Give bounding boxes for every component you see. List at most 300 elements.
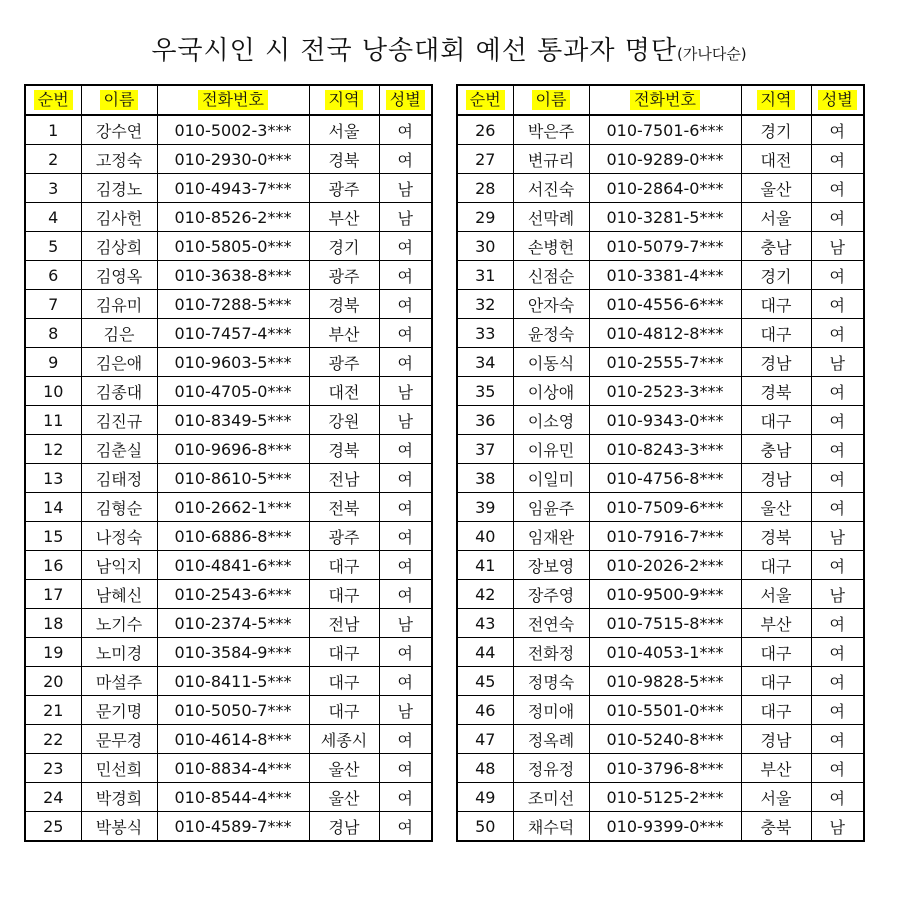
cell-name: 이일미 [513, 464, 589, 493]
cell-gender: 남 [379, 406, 432, 435]
title-sub: (가나다순) [677, 45, 747, 63]
cell-gender: 남 [379, 203, 432, 232]
table-row [457, 551, 864, 580]
header-phone: 전화번호 [157, 85, 309, 115]
header-gender: 성별 [811, 85, 864, 115]
cell-name: 김은 [81, 319, 157, 348]
cell-name: 고정숙 [81, 145, 157, 174]
cell-phone: 010-2523-3*** [589, 377, 741, 406]
cell-phone: 010-8544-4*** [157, 783, 309, 812]
cell-phone: 010-9603-5*** [157, 348, 309, 377]
cell-gender: 여 [811, 406, 864, 435]
cell-phone: 010-8243-3*** [589, 435, 741, 464]
cell-gender: 여 [811, 667, 864, 696]
cell-gender: 남 [379, 609, 432, 638]
cell-name: 남익지 [81, 551, 157, 580]
table-row [25, 754, 432, 783]
table-row [457, 115, 864, 145]
cell-name: 서진숙 [513, 174, 589, 203]
table-row [457, 348, 864, 377]
table-row [25, 319, 432, 348]
table-row [457, 580, 864, 609]
cell-region: 대구 [309, 667, 379, 696]
cell-name: 선막례 [513, 203, 589, 232]
cell-name: 남혜신 [81, 580, 157, 609]
cell-gender: 남 [811, 232, 864, 261]
cell-phone: 010-7288-5*** [157, 290, 309, 319]
cell-phone: 010-7515-8*** [589, 609, 741, 638]
cell-phone: 010-2864-0*** [589, 174, 741, 203]
cell-name: 김태정 [81, 464, 157, 493]
cell-number: 22 [25, 725, 81, 754]
cell-name: 신점순 [513, 261, 589, 290]
table-row [457, 145, 864, 174]
cell-phone: 010-5240-8*** [589, 725, 741, 754]
cell-number: 38 [457, 464, 513, 493]
cell-gender: 여 [379, 348, 432, 377]
cell-gender: 남 [811, 812, 864, 842]
cell-name: 김영옥 [81, 261, 157, 290]
cell-number: 32 [457, 290, 513, 319]
cell-name: 김종대 [81, 377, 157, 406]
cell-number: 44 [457, 638, 513, 667]
cell-gender: 여 [379, 580, 432, 609]
cell-number: 14 [25, 493, 81, 522]
cell-name: 임재완 [513, 522, 589, 551]
cell-name: 김춘실 [81, 435, 157, 464]
cell-region: 경북 [309, 290, 379, 319]
cell-region: 울산 [741, 174, 811, 203]
cell-phone: 010-4841-6*** [157, 551, 309, 580]
cell-gender: 남 [379, 377, 432, 406]
cell-name: 변규리 [513, 145, 589, 174]
table-row [25, 261, 432, 290]
cell-name: 안자숙 [513, 290, 589, 319]
cell-number: 13 [25, 464, 81, 493]
cell-gender: 여 [379, 783, 432, 812]
roster-table-right [456, 84, 865, 842]
cell-name: 김경노 [81, 174, 157, 203]
cell-gender: 여 [811, 377, 864, 406]
header-region: 지역 [309, 85, 379, 115]
cell-number: 1 [25, 115, 81, 145]
cell-gender: 여 [811, 464, 864, 493]
table-row [457, 638, 864, 667]
cell-gender: 여 [811, 203, 864, 232]
cell-name: 임윤주 [513, 493, 589, 522]
table-row [457, 319, 864, 348]
cell-number: 2 [25, 145, 81, 174]
table-row [457, 435, 864, 464]
cell-number: 12 [25, 435, 81, 464]
cell-number: 4 [25, 203, 81, 232]
cell-name: 김상희 [81, 232, 157, 261]
cell-name: 장보영 [513, 551, 589, 580]
table-row [25, 812, 432, 842]
cell-phone: 010-8526-2*** [157, 203, 309, 232]
cell-gender: 여 [379, 115, 432, 145]
cell-gender: 여 [811, 638, 864, 667]
cell-name: 민선희 [81, 754, 157, 783]
cell-region: 울산 [309, 754, 379, 783]
cell-region: 경북 [741, 377, 811, 406]
cell-gender: 여 [811, 261, 864, 290]
cell-number: 35 [457, 377, 513, 406]
table-row [25, 493, 432, 522]
cell-name: 김은애 [81, 348, 157, 377]
cell-phone: 010-5125-2*** [589, 783, 741, 812]
cell-region: 경남 [309, 812, 379, 842]
cell-name: 나정숙 [81, 522, 157, 551]
cell-number: 25 [25, 812, 81, 842]
cell-gender: 여 [379, 464, 432, 493]
cell-region: 광주 [309, 174, 379, 203]
table-row [457, 812, 864, 842]
cell-gender: 여 [379, 812, 432, 842]
table-row [25, 203, 432, 232]
cell-number: 48 [457, 754, 513, 783]
header-phone: 전화번호 [589, 85, 741, 115]
cell-number: 26 [457, 115, 513, 145]
cell-number: 41 [457, 551, 513, 580]
cell-region: 대구 [309, 551, 379, 580]
header-gender: 성별 [379, 85, 432, 115]
cell-region: 서울 [309, 115, 379, 145]
cell-region: 충북 [741, 812, 811, 842]
cell-number: 49 [457, 783, 513, 812]
cell-region: 강원 [309, 406, 379, 435]
cell-gender: 여 [379, 319, 432, 348]
cell-name: 손병헌 [513, 232, 589, 261]
cell-name: 박은주 [513, 115, 589, 145]
cell-region: 전남 [309, 464, 379, 493]
cell-gender: 여 [811, 493, 864, 522]
cell-number: 24 [25, 783, 81, 812]
table-row [25, 174, 432, 203]
cell-number: 15 [25, 522, 81, 551]
cell-gender: 여 [379, 232, 432, 261]
cell-gender: 여 [379, 638, 432, 667]
cell-region: 부산 [309, 203, 379, 232]
cell-name: 채수덕 [513, 812, 589, 842]
cell-number: 7 [25, 290, 81, 319]
cell-phone: 010-2374-5*** [157, 609, 309, 638]
cell-region: 경기 [741, 115, 811, 145]
cell-gender: 여 [811, 319, 864, 348]
cell-number: 31 [457, 261, 513, 290]
cell-number: 29 [457, 203, 513, 232]
cell-number: 8 [25, 319, 81, 348]
table-row [25, 115, 432, 145]
cell-phone: 010-4589-7*** [157, 812, 309, 842]
table-row [25, 348, 432, 377]
table-row [457, 261, 864, 290]
cell-number: 28 [457, 174, 513, 203]
cell-region: 충남 [741, 435, 811, 464]
table-row [457, 203, 864, 232]
cell-region: 대구 [741, 290, 811, 319]
cell-gender: 여 [811, 754, 864, 783]
cell-gender: 여 [811, 115, 864, 145]
cell-gender: 여 [811, 145, 864, 174]
cell-name: 이동식 [513, 348, 589, 377]
cell-number: 42 [457, 580, 513, 609]
table-row [25, 609, 432, 638]
cell-gender: 여 [379, 261, 432, 290]
cell-region: 경기 [741, 261, 811, 290]
cell-name: 장주영 [513, 580, 589, 609]
cell-phone: 010-3796-8*** [589, 754, 741, 783]
table-row [25, 406, 432, 435]
cell-region: 충남 [741, 232, 811, 261]
cell-gender: 여 [379, 493, 432, 522]
title-main: 우국시인 시 전국 낭송대회 예선 통과자 명단 [151, 36, 677, 66]
cell-phone: 010-5501-0*** [589, 696, 741, 725]
cell-name: 이상애 [513, 377, 589, 406]
cell-phone: 010-6886-8*** [157, 522, 309, 551]
cell-gender: 여 [379, 754, 432, 783]
table-row [457, 232, 864, 261]
cell-region: 전남 [309, 609, 379, 638]
cell-number: 9 [25, 348, 81, 377]
cell-name: 문기명 [81, 696, 157, 725]
cell-number: 47 [457, 725, 513, 754]
cell-number: 37 [457, 435, 513, 464]
cell-name: 마설주 [81, 667, 157, 696]
table-row [25, 725, 432, 754]
table-row [457, 725, 864, 754]
cell-region: 울산 [309, 783, 379, 812]
cell-region: 대구 [741, 667, 811, 696]
cell-number: 30 [457, 232, 513, 261]
cell-gender: 여 [811, 696, 864, 725]
cell-region: 경남 [741, 464, 811, 493]
cell-region: 대전 [309, 377, 379, 406]
cell-phone: 010-4943-7*** [157, 174, 309, 203]
cell-gender: 여 [811, 174, 864, 203]
cell-region: 대구 [309, 580, 379, 609]
cell-name: 정미애 [513, 696, 589, 725]
header-name: 이름 [81, 85, 157, 115]
table-row [25, 638, 432, 667]
cell-region: 경남 [741, 348, 811, 377]
cell-number: 40 [457, 522, 513, 551]
cell-name: 김사헌 [81, 203, 157, 232]
cell-name: 정명숙 [513, 667, 589, 696]
cell-gender: 남 [811, 348, 864, 377]
roster-table-left [24, 84, 433, 842]
cell-name: 윤정숙 [513, 319, 589, 348]
cell-phone: 010-3638-8*** [157, 261, 309, 290]
cell-region: 대구 [741, 406, 811, 435]
header-region: 지역 [741, 85, 811, 115]
cell-name: 김유미 [81, 290, 157, 319]
page-title [0, 30, 898, 67]
table-row [25, 696, 432, 725]
cell-number: 19 [25, 638, 81, 667]
cell-phone: 010-8411-5*** [157, 667, 309, 696]
cell-region: 전북 [309, 493, 379, 522]
cell-region: 서울 [741, 203, 811, 232]
cell-number: 21 [25, 696, 81, 725]
cell-number: 10 [25, 377, 81, 406]
cell-region: 대구 [741, 551, 811, 580]
cell-number: 6 [25, 261, 81, 290]
cell-region: 광주 [309, 348, 379, 377]
table-row [457, 696, 864, 725]
cell-region: 대전 [741, 145, 811, 174]
cell-phone: 010-8834-4*** [157, 754, 309, 783]
cell-gender: 여 [379, 435, 432, 464]
cell-phone: 010-9696-8*** [157, 435, 309, 464]
cell-region: 세종시 [309, 725, 379, 754]
cell-gender: 여 [379, 145, 432, 174]
cell-name: 김형순 [81, 493, 157, 522]
cell-region: 대구 [309, 638, 379, 667]
cell-region: 경남 [741, 725, 811, 754]
cell-number: 43 [457, 609, 513, 638]
cell-region: 서울 [741, 580, 811, 609]
header-number: 순번 [457, 85, 513, 115]
cell-name: 노기수 [81, 609, 157, 638]
cell-phone: 010-4705-0*** [157, 377, 309, 406]
cell-name: 조미선 [513, 783, 589, 812]
table-row [457, 667, 864, 696]
cell-phone: 010-3584-9*** [157, 638, 309, 667]
table-row [457, 493, 864, 522]
table-row [25, 290, 432, 319]
cell-phone: 010-3381-4*** [589, 261, 741, 290]
cell-number: 45 [457, 667, 513, 696]
cell-phone: 010-7509-6*** [589, 493, 741, 522]
cell-number: 36 [457, 406, 513, 435]
cell-region: 울산 [741, 493, 811, 522]
cell-gender: 남 [379, 696, 432, 725]
table-header-row [25, 85, 432, 115]
cell-region: 부산 [741, 754, 811, 783]
cell-number: 50 [457, 812, 513, 842]
table-row [457, 609, 864, 638]
cell-phone: 010-8610-5*** [157, 464, 309, 493]
cell-name: 문무경 [81, 725, 157, 754]
cell-gender: 여 [379, 522, 432, 551]
cell-gender: 여 [379, 725, 432, 754]
cell-phone: 010-4614-8*** [157, 725, 309, 754]
cell-number: 18 [25, 609, 81, 638]
cell-phone: 010-2662-1*** [157, 493, 309, 522]
header-name: 이름 [513, 85, 589, 115]
table-row [25, 522, 432, 551]
cell-region: 대구 [741, 638, 811, 667]
cell-name: 정옥례 [513, 725, 589, 754]
cell-name: 박봉식 [81, 812, 157, 842]
table-row [457, 377, 864, 406]
cell-phone: 010-4556-6*** [589, 290, 741, 319]
table-row [25, 464, 432, 493]
cell-name: 이소영 [513, 406, 589, 435]
table-row [25, 377, 432, 406]
table-row [457, 406, 864, 435]
table-row [457, 754, 864, 783]
cell-phone: 010-7457-4*** [157, 319, 309, 348]
cell-region: 대구 [741, 319, 811, 348]
cell-region: 경북 [309, 435, 379, 464]
cell-phone: 010-9289-0*** [589, 145, 741, 174]
cell-gender: 여 [811, 609, 864, 638]
header-number: 순번 [25, 85, 81, 115]
cell-number: 27 [457, 145, 513, 174]
cell-number: 17 [25, 580, 81, 609]
table-row [457, 290, 864, 319]
cell-phone: 010-5079-7*** [589, 232, 741, 261]
cell-gender: 여 [379, 667, 432, 696]
cell-number: 5 [25, 232, 81, 261]
cell-region: 경기 [309, 232, 379, 261]
cell-gender: 여 [811, 551, 864, 580]
cell-number: 20 [25, 667, 81, 696]
cell-gender: 여 [811, 435, 864, 464]
cell-name: 전연숙 [513, 609, 589, 638]
table-row [25, 551, 432, 580]
cell-region: 광주 [309, 261, 379, 290]
cell-name: 박경희 [81, 783, 157, 812]
cell-gender: 남 [379, 174, 432, 203]
cell-phone: 010-3281-5*** [589, 203, 741, 232]
cell-phone: 010-9343-0*** [589, 406, 741, 435]
cell-phone: 010-2543-6*** [157, 580, 309, 609]
cell-phone: 010-2026-2*** [589, 551, 741, 580]
cell-region: 광주 [309, 522, 379, 551]
cell-number: 23 [25, 754, 81, 783]
cell-number: 3 [25, 174, 81, 203]
cell-name: 전화정 [513, 638, 589, 667]
cell-name: 정유정 [513, 754, 589, 783]
cell-name: 이유민 [513, 435, 589, 464]
table-row [457, 522, 864, 551]
cell-gender: 여 [811, 290, 864, 319]
cell-phone: 010-9500-9*** [589, 580, 741, 609]
cell-number: 11 [25, 406, 81, 435]
cell-number: 39 [457, 493, 513, 522]
table-header-row [457, 85, 864, 115]
cell-phone: 010-2930-0*** [157, 145, 309, 174]
cell-phone: 010-5050-7*** [157, 696, 309, 725]
cell-region: 경북 [309, 145, 379, 174]
table-row [25, 145, 432, 174]
cell-name: 강수연 [81, 115, 157, 145]
cell-gender: 여 [379, 551, 432, 580]
table-row [25, 580, 432, 609]
cell-region: 대구 [741, 696, 811, 725]
cell-number: 16 [25, 551, 81, 580]
cell-number: 34 [457, 348, 513, 377]
cell-name: 노미경 [81, 638, 157, 667]
cell-name: 김진규 [81, 406, 157, 435]
cell-phone: 010-5805-0*** [157, 232, 309, 261]
table-row [457, 464, 864, 493]
cell-gender: 여 [811, 783, 864, 812]
cell-phone: 010-4756-8*** [589, 464, 741, 493]
cell-phone: 010-9399-0*** [589, 812, 741, 842]
cell-number: 33 [457, 319, 513, 348]
cell-phone: 010-2555-7*** [589, 348, 741, 377]
cell-region: 부산 [309, 319, 379, 348]
cell-phone: 010-8349-5*** [157, 406, 309, 435]
cell-phone: 010-5002-3*** [157, 115, 309, 145]
cell-phone: 010-7501-6*** [589, 115, 741, 145]
cell-region: 서울 [741, 783, 811, 812]
cell-phone: 010-9828-5*** [589, 667, 741, 696]
